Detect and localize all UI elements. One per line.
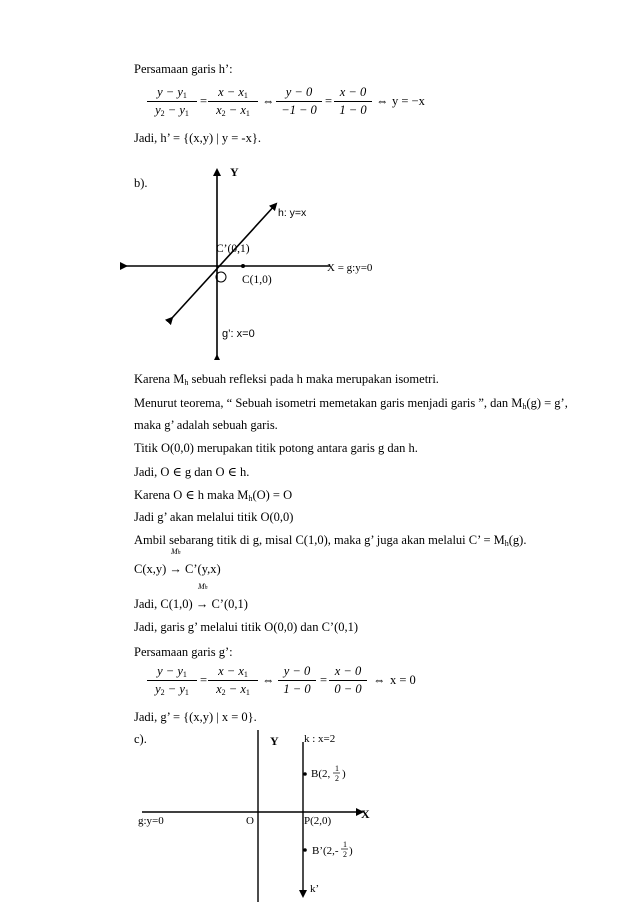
label-c-section: c). [134,732,147,746]
line-4: Titik O(0,0) merupakan titik potong antara garis g dan h. [134,441,418,455]
graph-c [130,726,380,902]
map-label-1: Mh [171,547,181,556]
line-after-map: Jadi, garis g’ melalui titik O(0,0) dan C’(0,1) [134,620,359,634]
mapping-2: Jadi, C(1,0) → C’(0,1) [134,597,248,611]
fraction-g-3: $\frac{y - 0}{1 - 0}$ [278,664,316,697]
svg-text:2: 2 [335,774,339,783]
svg-text:1: 1 [335,764,339,773]
fraction-2: $\frac{x - x_1}{x_2 - x_1}$ [208,85,258,118]
line-7: Jadi g’ akan melalui titik O(0,0) [134,510,294,524]
label-line-g-prime: g’: x=0 [222,328,255,340]
point-b-prime [303,848,307,852]
label-b-prime: B’(2,- [312,845,339,857]
heading-persamaan-g: Persamaan garis g’: [134,645,233,659]
line-8: Ambil sebarang titik di g, misal C(1,0), maka g’ juga akan melalui C’ = $M_h(g)$. [134,533,527,548]
point-b [303,772,307,776]
label-c-prime: C’(0,1) [216,243,250,255]
svg-text:2: 2 [343,850,347,859]
equation-g-result: x = 0 [390,673,416,687]
label-line-h: h: y=x [278,207,307,219]
label-line-k: k : x=2 [304,733,336,745]
label-b: B(2, [311,768,331,780]
conclusion-g: Jadi, g’ = {(x,y) | x = 0}. [134,710,257,724]
svg-text:): ) [342,768,346,780]
label-point-p: P(2,0) [304,815,332,827]
line-2: Menurut teorema, “ Sebuah isometri memetakan garis menjadi garis ”, dan $M_h(g) = g$’, [134,396,568,411]
fraction-g-2: $\frac{x - x_1}{x_2 - x_1}$ [208,664,258,697]
map-label-2: Mh [198,582,208,591]
y-axis-label: Y [270,734,279,748]
conclusion-h: Jadi, h’ = {(x,y) | y = -x}. [134,131,261,145]
label-b: b). [134,176,148,190]
y-axis-label: Y [230,165,239,179]
point-c [241,264,245,268]
label-c: C(1,0) [242,274,272,286]
graph-b [120,160,390,360]
fraction-3: $\frac{y - 0}{-1 - 0}$ [276,85,322,118]
label-line-g: g:y=0 [138,815,164,827]
line-6: Karena O ∈ h maka $M_h(O) = O$ [134,488,293,503]
svg-text:1: 1 [343,840,347,849]
line-3: maka g’ adalah sebuah garis. [134,418,278,432]
iff-symbol: ⇔ [262,94,275,108]
heading-persamaan-h: Persamaan garis h’: [134,62,233,76]
label-origin: O [246,815,254,827]
svg-text:): ) [349,845,353,857]
equation-result: y = −x [392,94,425,108]
fraction-g-4: $\frac{x - 0}{0 - 0}$ [329,664,367,697]
line-h [172,204,276,318]
fraction-g-1: $\frac{y - y_1}{y_2 - y_1}$ [147,664,197,697]
fraction-1: $\frac{y - y_1}{y_2 - y_1}$ [147,85,197,118]
line-1: Karena $M_h$ sebuah refleksi pada h maka merupakan isometri. [134,372,439,387]
mapping-1: C(x,y) → C’(y,x) [134,562,221,576]
line-5: Jadi, O ∈ g dan O ∈ h. [134,465,250,479]
fraction-4: $\frac{x - 0}{1 - 0}$ [334,85,372,118]
x-axis-label: X = g:y=0 [327,262,373,274]
label-line-k-prime: k’ [310,883,320,895]
x-axis-label: X [361,807,370,821]
